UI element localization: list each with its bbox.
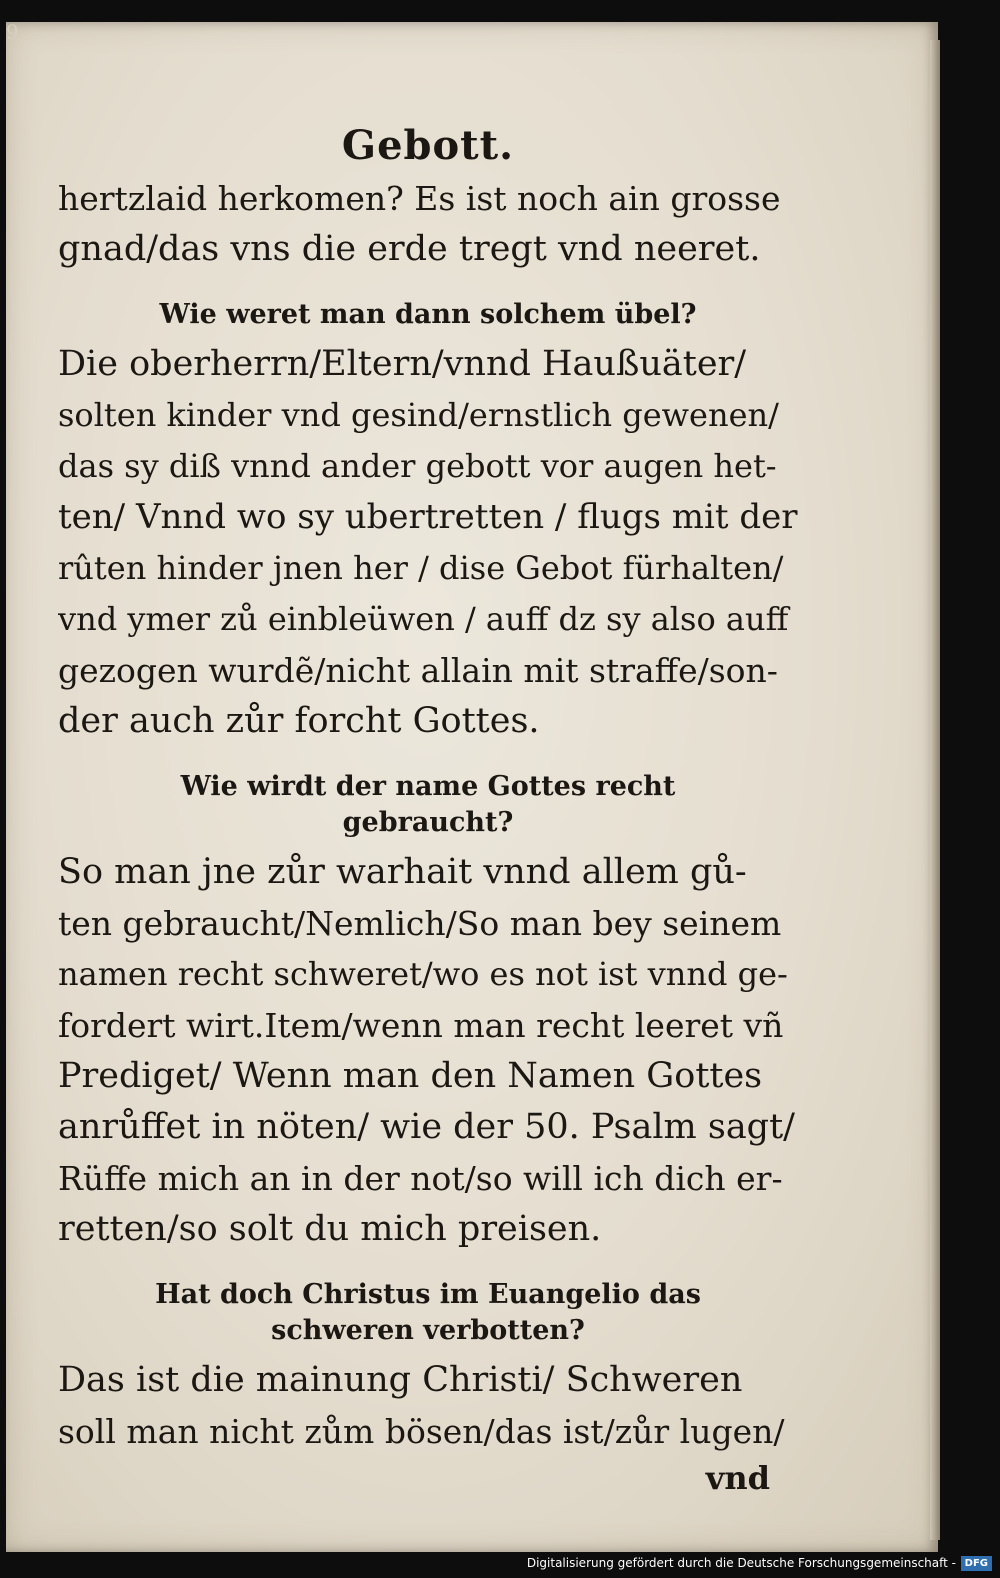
text-line: Die oberherrn/Eltern/vnnd Haußuäter/ [58,344,747,384]
dfg-logo: DFG [961,1556,992,1571]
question-heading [58,297,798,333]
text-line: Das ist die mainung Christi/ Schweren [58,1360,743,1400]
paragraph [58,847,798,1255]
footer-bar [0,1552,1000,1578]
question-heading [58,1277,798,1349]
text-line: anrůffet in nöten/ wie der 50. Psalm sagt/ [58,1107,795,1147]
text-line: gezogen wurdẽ/nicht allain mit straffe/son- [58,651,778,690]
text-line: das sy diß vnnd ander gebott vor augen het- [58,447,777,485]
text-line: Prediget/ Wenn man den Namen Gottes [58,1056,763,1096]
text-line: gebraucht? [342,807,514,838]
text-line: der auch zůr forcht Gottes. [58,701,540,741]
text-line: schweren verbotten? [271,1315,585,1346]
text-line: Hat doch Christus im Euangelio das [155,1279,701,1310]
text-line: ten/ Vnnd wo sy ubertretten / flugs mit der [58,497,798,537]
text-line: Wie weret man dann solchem übel? [159,299,697,330]
text-line: hertzlaid herkomen? Es ist noch ain grosse [58,179,781,218]
paragraph [58,173,798,275]
text-line: solten kinder vnd gesind/ernstlich gewenen/ [58,396,779,434]
text-line: So man jne zůr warhait vnnd allem gů- [58,852,747,892]
text-line: retten/so solt du mich preisen. [58,1209,602,1249]
page-corner-mark: 9 [6,20,19,44]
text-line: namen recht schweret/wo es not ist vnnd ge- [58,955,788,993]
paragraph [58,339,798,747]
catchword: vnd [705,1459,770,1497]
question-heading [58,769,798,841]
text-line: fordert wirt.Item/wenn man recht leeret vñ [58,1006,784,1045]
text-line: gnad/das vns die erde tregt vnd neeret. [58,229,761,269]
text-line: rûten hinder jnen her / dise Gebot fürhalten/ [58,549,784,587]
text-line: Rüffe mich an in der not/so will ich dich er- [58,1159,783,1198]
footer-credit: Digitalisierung gefördert durch die Deutsche Forschungsgemeinschaft - [526,1556,956,1570]
page-edge [930,40,940,1540]
running-head: Gebott. [341,122,515,169]
book-page [6,22,938,1552]
paragraph [58,1355,798,1457]
text-line: vnd ymer zů einbleüwen / auff dz sy also auff [58,600,789,638]
text-line: soll man nicht zům bösen/das ist/zůr lugen/ [58,1412,785,1451]
text-line: Wie wirdt der name Gottes recht [180,771,676,802]
text-blocks [58,173,798,1457]
text-line: ten gebraucht/Nemlich/So man bey seinem [58,904,782,943]
page-text-block [58,122,798,1497]
